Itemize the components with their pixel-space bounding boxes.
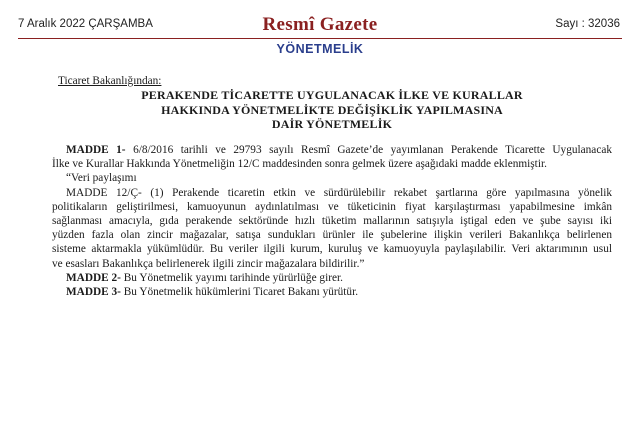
title-line: HAKKINDA YÖNETMELİKTE DEĞİŞİKLİK YAPILMASINA <box>161 102 503 117</box>
article-3 <box>52 285 612 299</box>
section-heading: YÖNETMELİK <box>276 42 364 56</box>
regulation-title <box>52 88 612 132</box>
article-2-text: Bu Yönetmelik yayımı tarihinde yürürlüğe girer. <box>123 271 343 284</box>
article-12c-line: sağlanması amacıyla, gıda perakende sektöründe hızlı tüketim mallarının satışıyla iştigal eden ve şube sayısı iki <box>52 215 612 227</box>
document-body <box>52 74 612 299</box>
article-12c-line: MADDE 12/Ç- (1) Perakende ticaretin etkin ve sürdürülebilir rekabet şartlarına göre yapılmasına yönelik <box>66 186 612 199</box>
article-12c-line: yüzden fazla olan zincir mağazalar, satışa sundukları ürünler ile şubelerine ilişkin verileri Bakanlıkça belirlenen <box>52 229 612 242</box>
article-1-line: MADDE 1- 6/8/2016 tarihli ve 29793 sayılı Resmî Gazete’de yayımlanan Perakende Ticarette Uygulanacak <box>66 143 612 156</box>
article-3-text: Bu Yönetmelik hükümlerini Ticaret Bakanı yürütür. <box>123 286 359 299</box>
article-2 <box>52 271 612 285</box>
title-line: PERAKENDE TİCARETTE UYGULANACAK İLKE VE KURALLAR <box>141 88 523 103</box>
article-3-label: MADDE 3- <box>66 286 121 299</box>
article-12c-line: ve esasları Bakanlıkça belirlenerek ilgili zincir mağazalara bildirilir.” <box>52 257 365 270</box>
title-line: DAİR YÖNETMELİK <box>271 117 393 132</box>
header-divider <box>18 38 622 39</box>
article-12c-line: sisteme aktarmakla yükümlüdür. Bu veriler ilgili kurum, kuruluş ve kamuoyuyla paylaşılabilir. Veri aktarımının usul <box>52 243 612 256</box>
article-2-label: MADDE 2- <box>66 271 121 284</box>
article-12c-line: politikaların geliştirilmesi, kamuoyunun aydınlatılması ve tüketicinin fiyat karşılaştırması yapabilmesine imkân <box>52 200 612 213</box>
gazette-header <box>18 14 622 38</box>
article-1-line: İlke ve Kurallar Hakkında Yönetmeliğin 12/C maddesinden sonra gelmek üzere aşağıdaki madde eklenmiştir. <box>52 158 547 171</box>
gazette-title: Resmî Gazete <box>262 14 378 35</box>
article-12c <box>52 186 612 271</box>
quote-heading: “Veri paylaşımı <box>66 172 137 185</box>
article-1-label: MADDE 1- <box>66 143 126 156</box>
article-1 <box>52 143 612 171</box>
issue-number: Sayı : 32036 <box>555 18 620 30</box>
issuing-ministry: Ticaret Bakanlığından: <box>58 75 162 87</box>
header-date: 7 Aralık 2022 ÇARŞAMBA <box>18 18 153 30</box>
